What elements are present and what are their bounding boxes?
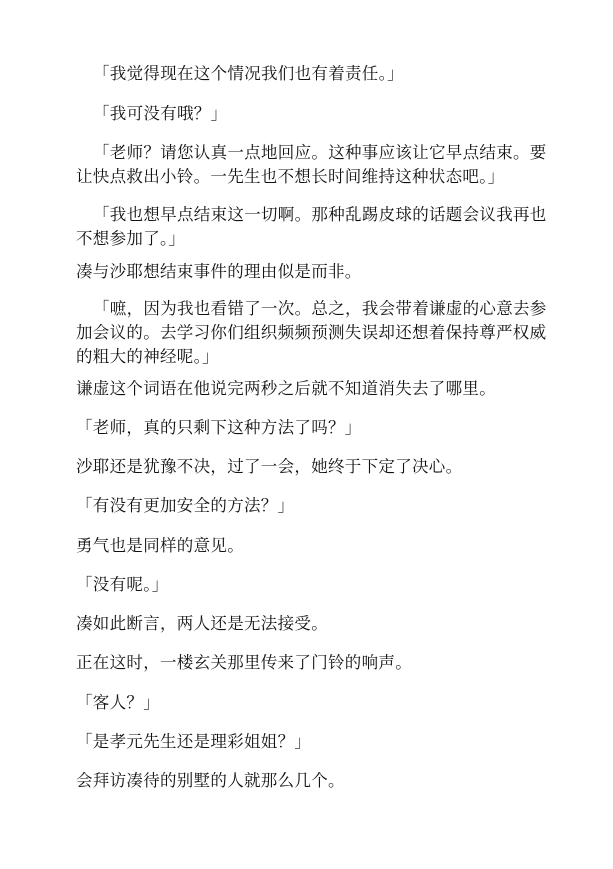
paragraph: 「我觉得现在这个情况我们也有着责任。」 xyxy=(93,64,404,83)
paragraph: 谦虚这个词语在他说完两秒之后就不知道消失去了哪里。 xyxy=(76,379,496,398)
paragraph: 「有没有更加安全的方法？」 xyxy=(76,496,295,515)
paragraph: 勇气也是同样的意见。 xyxy=(76,536,244,555)
paragraph: 「嗻，因为我也看错了一次。总之，我会带着谦虚的心意去参加会议的。去学习你们组织频频预测失误却还想着保持尊严权威的粗大的神经呢。」 xyxy=(76,299,547,366)
paragraph: 会拜访凑待的别墅的人就那么几个。 xyxy=(76,771,345,790)
paragraph: 凑如此断言，两人还是无法接受。 xyxy=(76,614,328,633)
paragraph: 「没有呢。」 xyxy=(76,575,169,594)
paragraph: 「老师？请您认真一点地回应。这种事应该让它早点结束。要让快点救出小铃。一先生也不想长时间维持这种状态吧。」 xyxy=(76,143,547,186)
paragraph: 正在这时，一楼玄关那里传来了门铃的响声。 xyxy=(76,653,412,672)
paragraph: 「是孝元先生还是理彩姐姐？」 xyxy=(76,732,312,751)
paragraph: 沙耶还是犹豫不决，过了一会，她终于下定了决心。 xyxy=(76,457,463,476)
paragraph: 「客人？」 xyxy=(76,693,160,712)
paragraph: 「我可没有哦？」 xyxy=(93,104,228,123)
paragraph: 「我也想早点结束这一切啊。那种乱踢皮球的话题会议我再也不想参加了。」 xyxy=(76,205,547,248)
paragraph: 「老师，真的只剩下这种方法了吗？」 xyxy=(76,418,362,437)
paragraph: 凑与沙耶想结束事件的理由似是而非。 xyxy=(76,262,362,281)
